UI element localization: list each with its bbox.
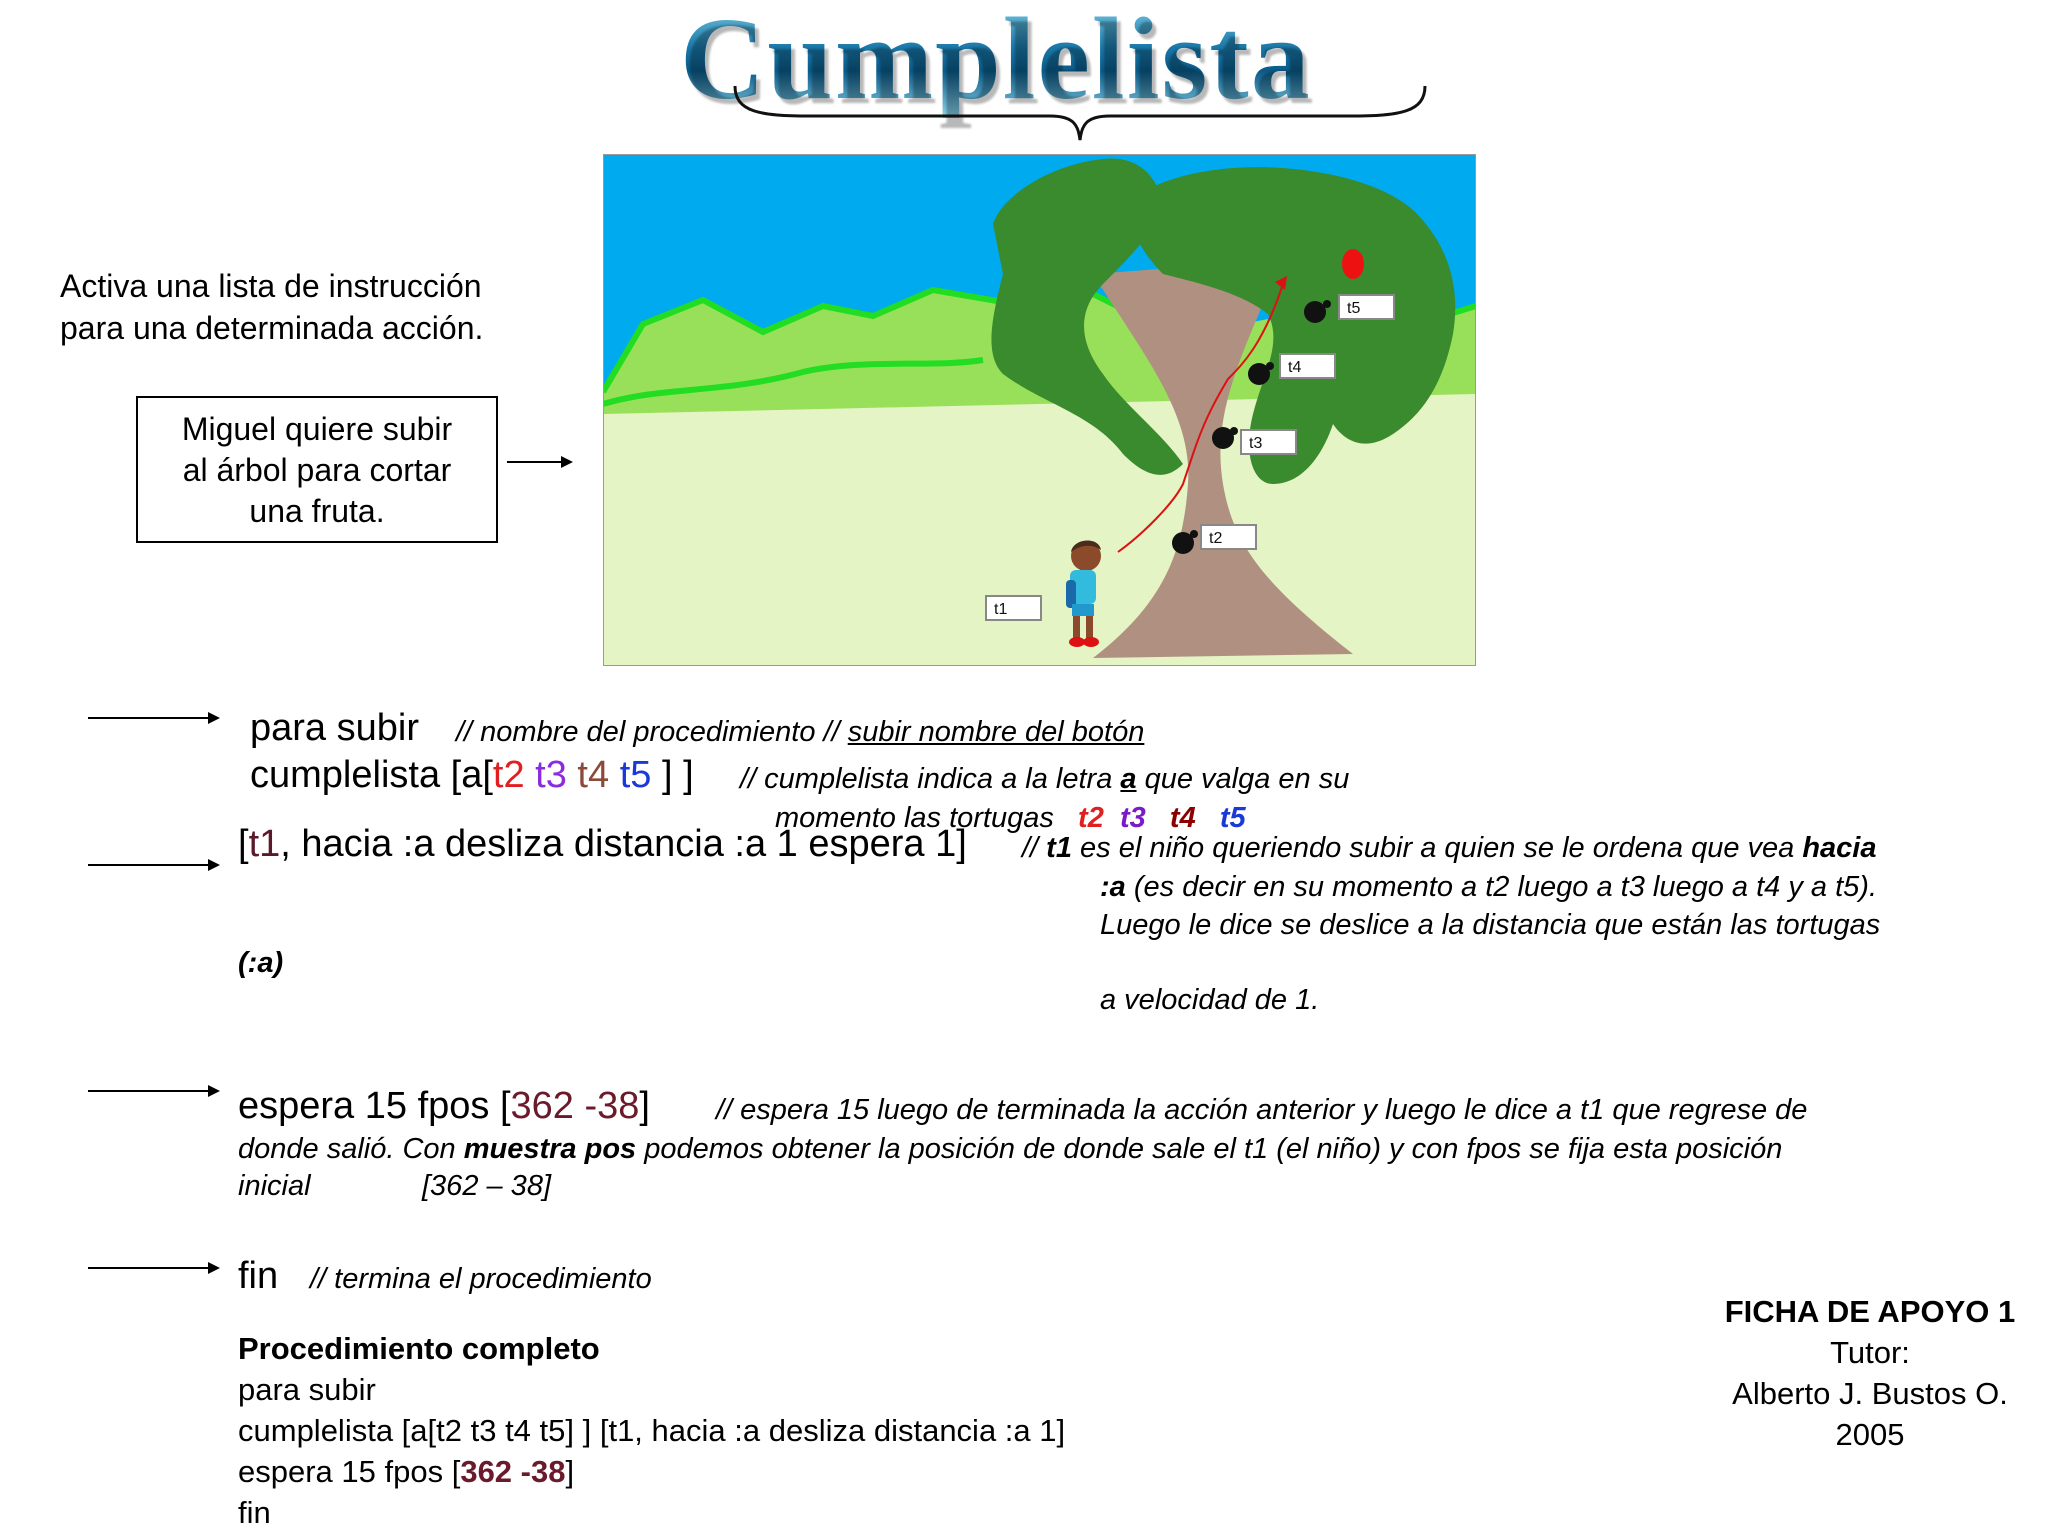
bullet-arrow-1 [88,708,222,728]
step4-line2-b: podemos obtener la posición de donde sale el t1 (el niño) y con fpos se fija esta posición [636,1133,1783,1165]
step5-code: fin [238,1255,279,1297]
step3-line2 [1100,868,1877,906]
step2-comment-t4: t4 [1169,802,1196,834]
step2-code-b: ] ] [651,754,694,796]
step3-line2-b: (es decir en su momento a t2 luego a t3 luego a t4 y a t5). [1125,871,1878,903]
bullet-arrow-3 [88,1081,222,1101]
label-t1: t1 [994,601,1008,618]
fruit [1342,249,1364,279]
step2-comment-letter: a [1120,763,1137,795]
step4-line3-a: inicial [238,1170,311,1202]
step2-comment [740,760,1349,798]
step4-code-b: ] [639,1085,650,1127]
wordart-title: Cumplelista [680,0,1312,124]
footer-name: Alberto J. Bustos O. [1732,1376,2008,1411]
step4-line3-b: [362 – 38] [422,1170,551,1202]
intro-line-2: para una determinada acción. [60,310,484,346]
scenario-line-3: una fruta. [249,493,385,529]
title-curly-brace [730,82,1430,144]
step3-comment-t1: t1 [1046,832,1072,864]
summary-line-4: fin [238,1495,271,1530]
step4-comment-line1: // espera 15 luego de terminada la acción anterior y luego le dice a t1 que regrese de [716,1094,1808,1126]
bullet-arrow-4 [88,1258,222,1278]
step2-comment-tortugas: momento las tortugas [775,802,1054,834]
scene-illustration [603,154,1476,666]
summary-heading: Procedimiento completo [238,1331,600,1366]
scenario-box [136,396,498,543]
step2-code-a: cumplelista [a[ [250,754,493,796]
intro-text [60,265,483,349]
step3-line2-a: :a [1100,871,1126,903]
step2-comment-b: que valga en su [1136,763,1350,795]
step4-line2-bold: muestra pos [463,1133,637,1165]
step3-comment [1022,829,1877,867]
scenario-line-1: Miguel quiere subir [181,411,453,447]
step1-comment [456,713,1144,751]
step5-comment: // termina el procedimiento [310,1263,652,1295]
step2-comment-t2: t2 [1078,802,1104,834]
step3-t1: t1 [248,823,281,865]
step4-line2 [238,1130,1782,1168]
footer-year: 2005 [1835,1417,1905,1452]
step2-t2: t2 [492,754,525,796]
label-t4: t4 [1288,359,1302,376]
label-t5: t5 [1347,300,1361,317]
intro-line-1: Activa una lista de instrucción [60,268,482,304]
step3-line4: (:a) [238,947,284,979]
step2-t3: t3 [535,754,567,796]
step2-t4: t4 [577,754,610,796]
summary-coords: 362 -38 [460,1454,566,1489]
step2-comment-t5: t5 [1219,802,1246,834]
step4-code [238,1084,650,1128]
step1-comment-button: subir nombre del botón [847,716,1145,748]
step3-comment-hacia: hacia [1802,832,1877,864]
summary-line-2: cumplelista [a[t2 t3 t4 t5] ] [t1, hacia :a desliza distancia :a 1] [238,1413,1066,1448]
step2-t5: t5 [619,754,652,796]
step4-coords: 362 -38 [510,1085,640,1127]
scene-arrow [505,450,575,474]
step2-code [250,753,694,797]
step3-code [238,822,967,866]
label-t2: t2 [1209,530,1223,547]
step3-comment-b: es el niño queriendo subir a quien se le ordena que vea [1071,832,1803,864]
step1-code: para subir [250,707,419,749]
step4-code-a: espera 15 fpos [ [238,1085,511,1127]
step3-line3: Luego le dice se deslice a la distancia que están las tortugas [1100,909,1881,941]
step4-line2-a: donde salió. Con [238,1133,464,1165]
step3-comment-a: // [1022,832,1047,864]
footer-role: Tutor: [1830,1335,1910,1370]
step2-comment-t3: t3 [1119,802,1146,834]
step3-line5: a velocidad de 1. [1100,984,1320,1016]
footer-credits [1700,1291,2040,1455]
summary-line-1: para subir [238,1372,376,1407]
step3-code-a: [ [238,823,249,865]
label-t3: t3 [1249,435,1263,452]
scenario-line-2: al árbol para cortar [182,452,452,488]
step2-comment-a: // cumplelista indica a la letra [740,763,1121,795]
step1-comment-a: // nombre del procedimiento // [456,716,848,748]
bullet-arrow-2 [88,855,222,875]
footer-heading: FICHA DE APOYO 1 [1724,1294,2016,1329]
summary-block [238,1328,1065,1533]
summary-line-3: espera 15 fpos [362 -38] [238,1454,575,1489]
step3-code-b: , hacia :a desliza distancia :a 1 espera 1] [280,823,967,865]
